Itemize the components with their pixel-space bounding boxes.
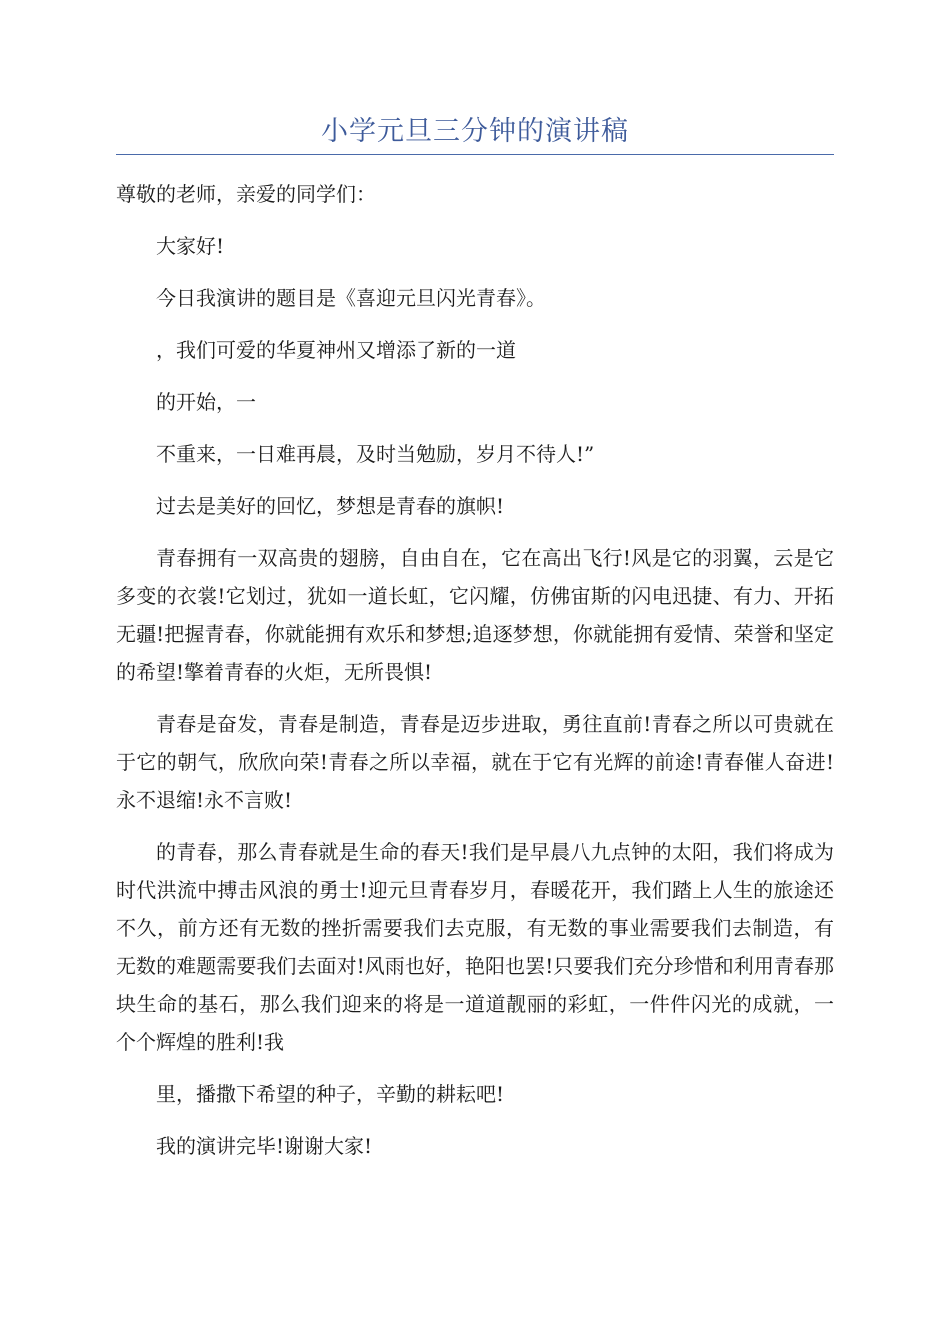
paragraph: 不重来，一日难再晨，及时当勉励，岁月不待人!” bbox=[156, 442, 595, 466]
paragraph: 的青春，那么青春就是生命的春天!我们是早晨八九点钟的太阳，我们将成为时代洪流中搏击风浪的勇士!迎元旦青春岁月，春暖花开，我们踏上人生的旅途还不久，前方还有无数的挫折需要我们去克服，有无数的事业需要我们去制造，有无数的难题需要我们去面对!风雨也好，艳阳也罢!只要我们充分珍惜和利用青春那块生命的基石，那么我们迎来的将是一道道靓丽的彩虹，一件件闪光的成就，一个个辉煌的胜利!我 bbox=[116, 840, 834, 1054]
paragraph: 过去是美好的回忆，梦想是青春的旗帜! bbox=[156, 494, 505, 518]
paragraph: 的开始，一 bbox=[156, 390, 256, 414]
document-title: 小学元旦三分钟的演讲稿 bbox=[321, 116, 629, 147]
title-underline bbox=[116, 154, 834, 155]
paragraph: 青春拥有一双高贵的翅膀，自由自在，它在高出飞行!风是它的羽翼，云是它多变的衣裳!它划过，犹如一道长虹，它闪耀，仿佛宙斯的闪电迅捷、有力、开拓无疆!把握青春，你就能拥有欢乐和梦想;追逐梦想，你就能拥有爱情、荣誉和坚定的希望!擎着青春的火炬，无所畏惧! bbox=[116, 546, 834, 684]
paragraph-topic: 今日我演讲的题目是《喜迎元旦闪光青春》。 bbox=[156, 286, 546, 310]
paragraph: 里，播撒下希望的种子，辛勤的耕耘吧! bbox=[156, 1082, 505, 1106]
paragraph-greeting: 大家好! bbox=[156, 234, 225, 258]
paragraph: ，我们可爱的华夏神州又增添了新的一道 bbox=[156, 338, 516, 362]
paragraph-salutation: 尊敬的老师，亲爱的同学们： bbox=[116, 182, 376, 206]
document-body bbox=[116, 175, 834, 1179]
paragraph: 青春是奋发，青春是制造，青春是迈步进取，勇往直前!青春之所以可贵就在于它的朝气，欣欣向荣!青春之所以幸福，就在于它有光辉的前途!青春催人奋进!永不退缩!永不言败! bbox=[116, 712, 834, 812]
paragraph-closing: 我的演讲完毕!谢谢大家! bbox=[156, 1134, 373, 1158]
